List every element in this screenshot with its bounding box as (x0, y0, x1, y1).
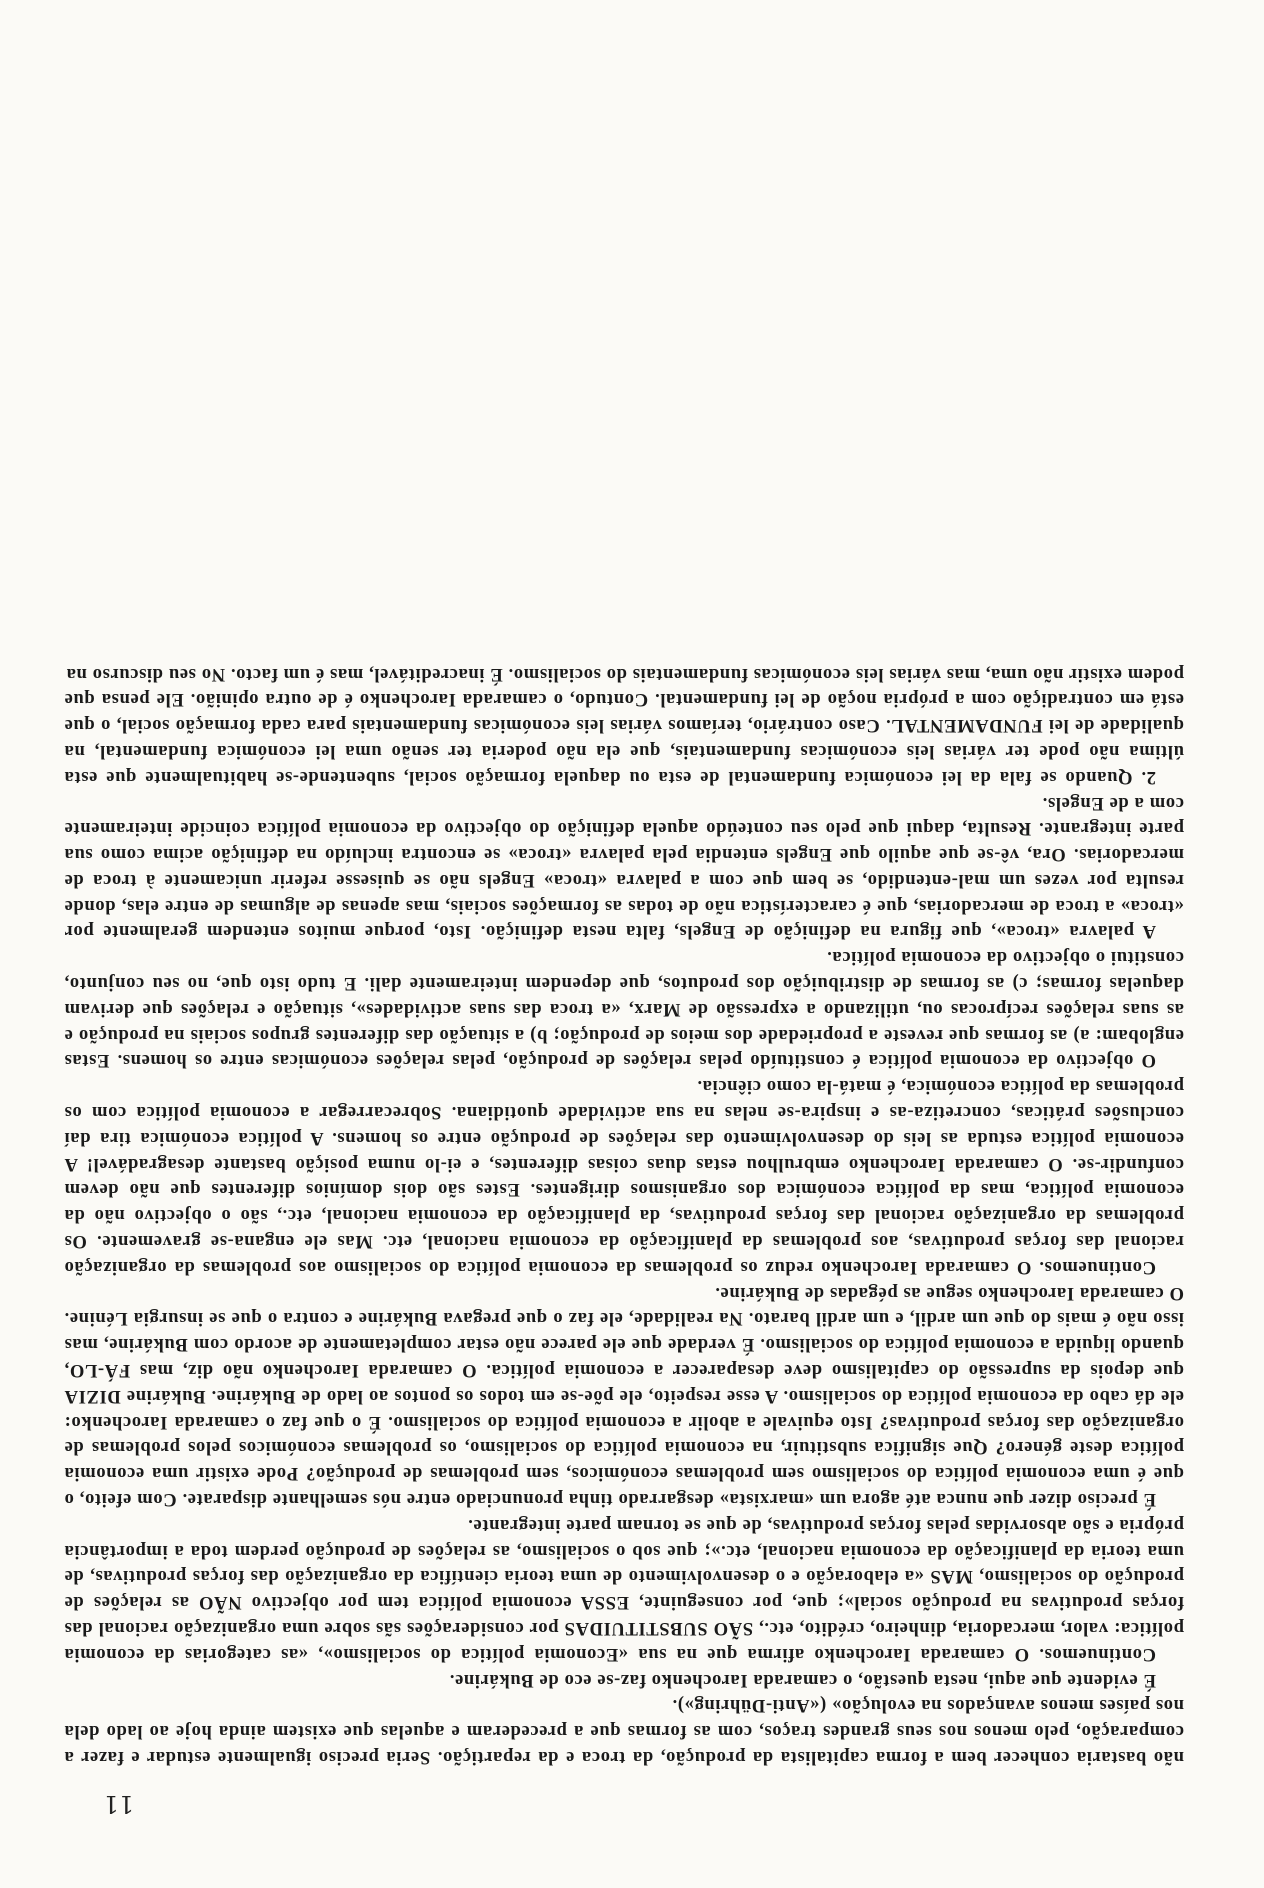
paragraph: É preciso dizer que nunca até agora um «marxista» desgarrado tinha pronunciado entre nós semelhante disparate. Com efeito, o que é uma economia política do socialismo sem problemas económicos, sem problemas de produção? Pode existir uma economia política deste género? Que significa substituir, na economia política do socialismo, os problemas económicos pelos problemas de organização das forças produtivas? Isto equivale a abolir a economia política do socialismo. É o que faz o camarada Iarochenko: ele dá cabo da economia política do socialismo. A esse respeito, ele põe-se em todos os pontos ao lado de Bukárine. Bukárine DIZIA que depois da supressão do capitalismo deve desaparecer a economia política. O camarada Iarochenko não diz, mas FÁ-LO, quando liquida a economia política do socialismo. É verdade que ele parece não estar completamente de acordo com Bukárine, mas isso não é mais do que um ardil, e um ardil barato. Na realidade, ele faz o que pregava Bukárine e contra o que se insurgia Lénine. O camarada Iarochenko segue as pégadas de Bukárine. (64, 1282, 1184, 1511)
paragraph: Continuemos. O camarada Iarochenko reduz os problemas da economia política do socialismo aos problemas da organização racional das forças produtivas, aos problemas da planificação da economia nacional, etc. Mas ele engana-se gravemente. Os problemas da organização racional das forças produtivas, da planificação da economia nacional, etc., são o objectivo não da economia política, mas da política económica dos organismos dirigentes. Estes são dois domínios diferentes que não devem confundir-se. O camarada Iarochenko embrulhou estas duas coisas diferentes, e ei-lo numa posição bastante desagradável! A economia política estuda as leis do desenvolvimento das relações de produção entre os homens. A política económica tira daí conclusões práticas, concretiza-as e inspira-se nelas na sua actividade quotidiana. Sobrecarregar a economia política com os problemas da política económica, é matá-la como ciência. (64, 1076, 1184, 1278)
paragraph: não bastaria conhecer bem a forma capitalista da produção, da troca e da repartição. Seria preciso igualmente estudar e fazer a comparação, pelo menos nos seus grandes traços, com as formas que a precederam e aquelas que existem ainda hoje ao lado dela nos países menos avançados na evolução» («Anti-Dühring»). (64, 1695, 1184, 1768)
paragraph: 2. Quando se fala da lei económica fundamental de esta ou daquela formação social, subentende-se habitualmente que esta última não pode ter várias leis económicas fundamentais, que ela não poderia ter senão uma lei económica fundamental, na qualidade de lei FUNDAMENTAL. Caso contrário, teríamos várias leis económicas fundamentais para cada formação social, o que está em contradição com a própria noção de lei fundamental. Contudo, o camarada Iarochenko é de outra opinião. Ele pensa que podem existir não uma, mas várias leis económicas fundamentais do socialismo. É inacreditável, mas é um facto. No seu discurso na (64, 663, 1184, 788)
paragraph: A palavra «troca», que figura na definição de Engels, falta nesta definição. Isto, porque muitos entendem geralmente por «troca» a troca de mercadorias, que é característica não de todas as formações sociais, mas apenas de algumas de entre elas, donde resulta por vezes um mal-entendido, se bem que com a palavra «troca» Engels não se quisesse referir unicamente à troca de mercadorias. Ora, vê-se que aquilo que Engels entendia pela palavra «troca» se encontra incluído na definição acima como sua parte integrante. Resulta, daqui que pelo seu conteúdo aquela definição do objectivo da economia política coincide inteiramente com a de Engels. (64, 792, 1184, 943)
paragraph: Continuemos. O camarada Iarochenko afirma que na sua «Economia política do socialismo», «as categorias da economia política: valor, mercadoria, dinheiro, crédito, etc., SÃO SUBSTITUIDAS por considerações sãs sobre uma organização racional das forças produtivas na produção social»; que, por conseguinte, ESSA economia política tem por objectivo NÃO as relações de produção do socialismo, MAS «a elaboração e o desenvolvimento de uma teoria científica da organização das forças produtivas, de uma teoria da planificação da economia nacional, etc.»; que sob o socialismo, as relações de produção perdem toda a importância própria e são absorvidas pelas forças produtivas, de que se tornam parte integrante. (64, 1514, 1184, 1665)
page-number: 11 (103, 1790, 134, 1818)
body-text (64, 50, 1184, 1770)
paragraph: É evidente que aqui, nesta questão, o camarada Iarochenko faz-se eco de Bukárine. (449, 1669, 1156, 1691)
paragraph: O objectivo da economia política é constituído pelas relações de produção, pelas relações económicas entre os homens. Estas englobam: a) as formas que reveste a propriedade dos meios de produção; b) a situação das diferentes grupos sociais na produção e as suas relações recíprocas ou, utilizando a expressão de Marx, «a troca das suas actividades», situação e relações que derivam daquelas formas; c) as formas de distribuição dos produtos, que dependem inteiramente dali. E tudo isto que, no seu conjunto, constitui o objectivo da economia política. (64, 947, 1184, 1072)
